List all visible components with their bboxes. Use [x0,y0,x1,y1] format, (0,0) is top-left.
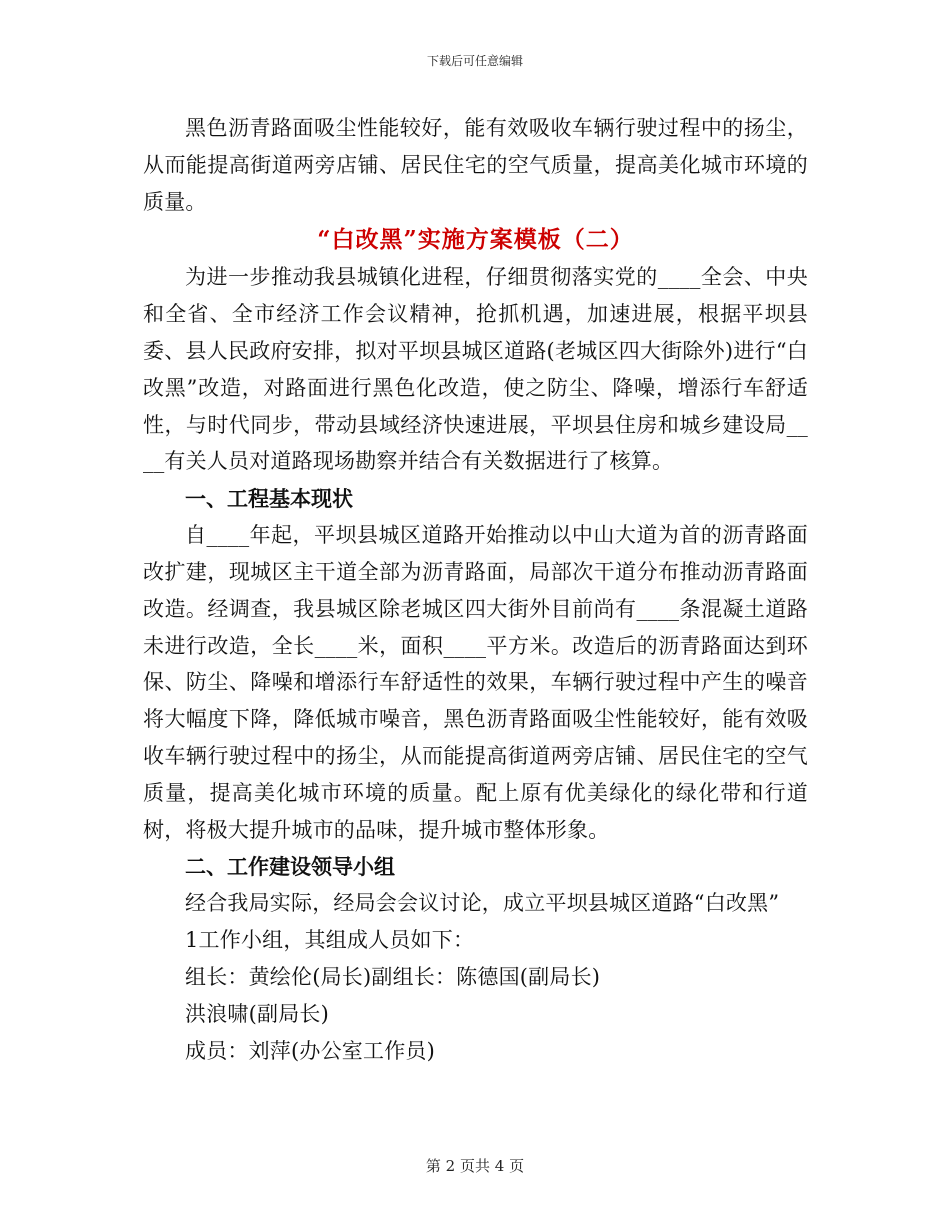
section-heading-status: 一、工程基本现状 [185,486,353,512]
section-heading-leadership: 二、工作建设领导小组 [185,854,395,880]
paragraph-leader: 组长：黄绘伦(局长)副组长：陈德国(副局长) [185,964,601,989]
paragraph-member: 成员：刘萍(办公室工作员) [185,1038,435,1063]
document-body [143,110,808,1069]
paragraph-deputy: 洪浪啸(副局长) [185,1001,329,1026]
document-title: “白改黑”实施方案模板（二） [317,226,634,254]
page-header: 下载后可任意编辑 [426,54,523,68]
paragraph-group-members: 1工作小组，其组成人员如下： [185,928,475,953]
page-footer: 第 2 页共 4 页 [425,1157,525,1175]
paragraph-status: 自____年起，平坝县城区道路开始推动以中山大道为首的沥青路面改扩建，现城区主干道全部为沥青路面，局部次干道分布推动沥青路面改造。经调查，我县城区除老城区四大街外目前尚有____条混凝土道路未进行改造，全长____米，面积____平方米。改造后的沥青路面达到环保、防尘、降噪和增添行车舒适性的效果，车辆行驶过程中产生的噪音将大幅度下降，降低城市噪音，黑色沥青路面吸尘性能较好，能有效吸收车辆行驶过程中的扬尘，从而能提高街道两旁店铺、居民住宅的空气质量，提高美化城市环境的质量。配上原有优美绿化的绿化带和行道树，将极大提升城市的品味，提升城市整体形象。 [143,523,808,842]
intro-paragraph: 黑色沥青路面吸尘性能较好，能有效吸收车辆行驶过程中的扬尘，从而能提高街道两旁店铺、居民住宅的空气质量，提高美化城市环境的质量。 [143,116,808,214]
paragraph-background: 为进一步推动我县城镇化进程，仔细贯彻落实党的____全会、中央和全省、全市经济工作会议精神，抢抓机遇，加速进展，根据平坝县委、县人民政府安排，拟对平坝县城区道路(老城区四大街除外)进行“白改黑”改造，对路面进行黑色化改造，使之防尘、降噪，增添行车舒适性，与时代同步，带动县域经济快速进展，平坝县住房和城乡建设局____有关人员对道路现场勘察并结合有关数据进行了核算。 [143,265,808,474]
paragraph-leadership: 经合我局实际，经局会会议讨论，成立平坝县城区道路“白改黑” [185,891,780,916]
